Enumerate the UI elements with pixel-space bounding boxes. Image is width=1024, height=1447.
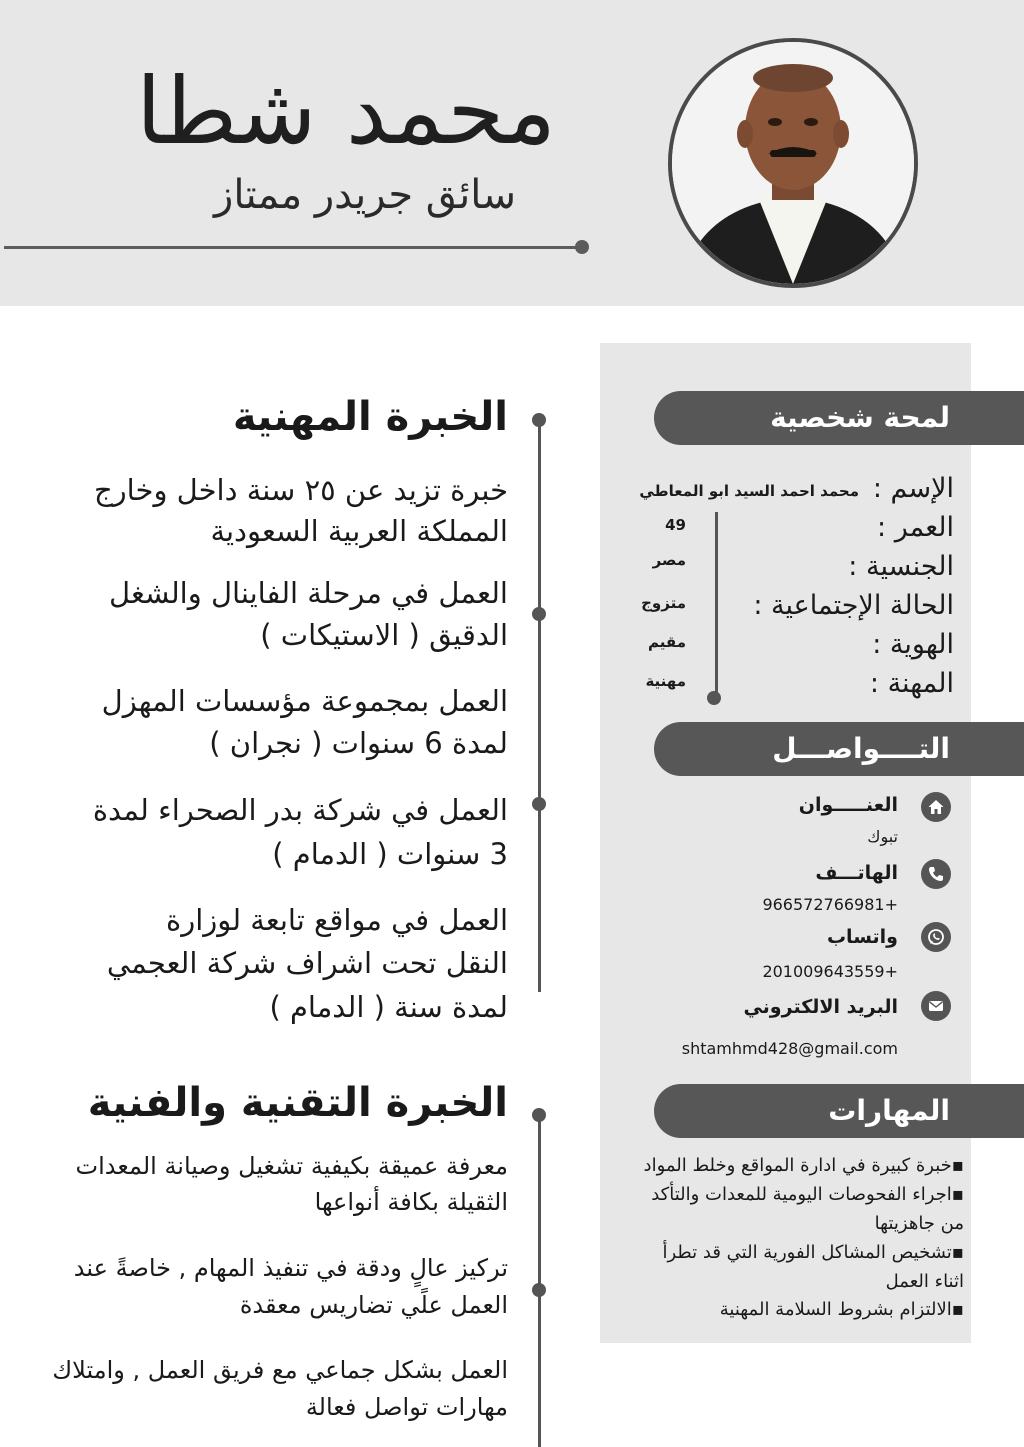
technical-line: العمل علًي تضاريس معقدة [239, 1291, 508, 1319]
profile-section-header [654, 391, 1024, 445]
experience-title: الخبرة المهنية [232, 394, 508, 440]
skill-line: ▪الالتزام بشروط السلامة المهنية [719, 1299, 964, 1320]
contact-section-title: التــــواصـــل [772, 732, 950, 765]
info-label-name: الإسم : [872, 473, 954, 504]
contact-value-address: تبوك [867, 827, 898, 846]
technical-timeline [538, 1113, 541, 1447]
technical-title: الخبرة التقنية والفنية [87, 1080, 508, 1126]
info-label-id: الهوية : [872, 629, 954, 660]
contact-value-whatsapp[interactable]: +201009643559 [762, 962, 898, 981]
experience-line: الدقيق ( الاستيكات ) [260, 618, 508, 652]
experience-timeline [538, 418, 541, 992]
contact-label-phone: الهاتـــف [815, 862, 898, 884]
experience-line: العمل في مرحلة الفاينال والشغل [109, 576, 508, 610]
info-value-profession: مهنية [645, 672, 686, 690]
info-divider-dot [707, 691, 721, 705]
info-value-age: 49 [665, 516, 686, 534]
mail-icon [921, 991, 951, 1021]
profile-photo [668, 38, 918, 288]
technical-line: تركيز عالٍ ودقة في تنفيذ المهام , خاصةً عند [73, 1254, 508, 1282]
person-name: محمد شطا [136, 58, 556, 165]
experience-line: لمدة سنة ( الدمام ) [269, 990, 508, 1024]
experience-line: العمل في مواقع تابعة لوزارة [166, 903, 508, 937]
skill-line: من جاهزيتها [874, 1213, 964, 1234]
job-title: سائق جريدر ممتاز [214, 172, 516, 218]
timeline-dot [532, 1283, 546, 1297]
experience-line: النقل تحت اشراف شركة العجمي [106, 946, 508, 980]
contact-label-email: البريد الالكتروني [743, 996, 898, 1018]
profile-section-title: لمحة شخصية [770, 401, 950, 434]
skills-section-title: المهارات [828, 1094, 950, 1127]
skill-line: اثناء العمل [885, 1271, 964, 1292]
experience-line: 3 سنوات ( الدمام ) [272, 837, 508, 871]
header-divider [4, 246, 582, 249]
contact-value-email[interactable]: shtamhmd428@gmail.com [681, 1039, 898, 1058]
info-value-id: مقيم [648, 633, 686, 651]
skill-line: ▪تشخيص المشاكل الفورية التي قد تطرأ [662, 1242, 964, 1263]
timeline-dot [532, 1108, 546, 1122]
header-divider-dot [575, 240, 589, 254]
info-value-name: محمد احمد السيد ابو المعاطي [639, 482, 859, 500]
info-label-nationality: الجنسية : [848, 551, 954, 582]
timeline-dot [532, 413, 546, 427]
skill-line: ▪خبرة كبيرة في ادارة المواقع وخلط المواد [643, 1155, 964, 1176]
whatsapp-icon [921, 922, 951, 952]
info-divider [715, 512, 718, 696]
home-icon [921, 792, 951, 822]
technical-line: معرفة عميقة بكيفية تشغيل وصيانة المعدات [75, 1152, 508, 1180]
timeline-dot [532, 797, 546, 811]
contact-section-header [654, 722, 1024, 776]
skills-section-header [654, 1084, 1024, 1138]
contact-label-whatsapp: واتساب [826, 926, 898, 948]
skill-line: ▪اجراء الفحوصات اليومية للمعدات والتأكد [651, 1184, 964, 1205]
contact-value-phone[interactable]: +966572766981 [762, 895, 898, 914]
info-value-nationality: مصر [652, 551, 686, 569]
info-value-marital: متزوج [641, 594, 686, 612]
experience-line: المملكة العربية السعودية [210, 514, 508, 548]
phone-icon [921, 859, 951, 889]
info-label-profession: المهنة : [869, 668, 954, 699]
info-label-age: العمر : [877, 512, 954, 543]
technical-line: العمل بشكل جماعي مع فريق العمل , وامتلاك [52, 1356, 508, 1384]
contact-label-address: العنـــــوان [798, 794, 898, 816]
experience-line: العمل بمجموعة مؤسسات المهزل [101, 684, 508, 718]
experience-line: العمل في شركة بدر الصحراء لمدة [92, 793, 508, 827]
technical-line: مهارات تواصل فعالة [305, 1393, 508, 1421]
info-label-marital: الحالة الإجتماعية : [753, 590, 954, 621]
experience-line: لمدة 6 سنوات ( نجران ) [209, 726, 508, 760]
technical-line: الثقيلة بكافة أنواعها [314, 1188, 508, 1216]
experience-line: خبرة تزيد عن ٢٥ سنة داخل وخارج [93, 473, 508, 507]
timeline-dot [532, 607, 546, 621]
